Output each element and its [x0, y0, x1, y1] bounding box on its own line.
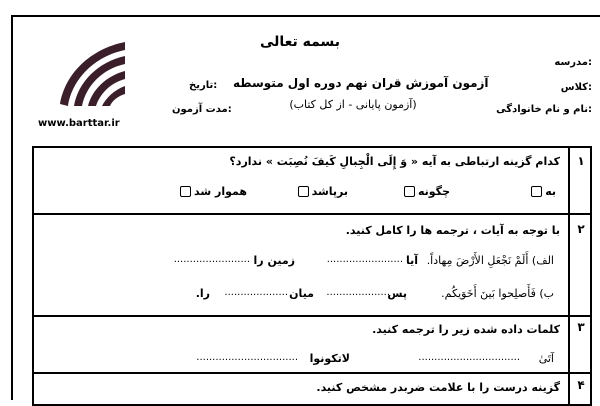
- verse-arabic: ب) فَأَصلِحوا بَينَ أَخَوَيكُم.: [441, 287, 554, 300]
- vocab-word: لاتکونوا: [309, 352, 350, 365]
- row-divider: [34, 213, 590, 215]
- vocab-word: آتَیٰ: [538, 352, 554, 365]
- question-number: ۱: [577, 154, 585, 168]
- question-text: با توجه به آیات ، ترجمه ها را کامل کنید.: [345, 224, 560, 237]
- checkbox[interactable]: [180, 186, 191, 197]
- option-2[interactable]: چگونه: [404, 185, 450, 198]
- blank-line[interactable]: ........................: [326, 254, 403, 265]
- question-number: ۲: [577, 222, 585, 236]
- class-label: کلاس:: [560, 82, 592, 93]
- exam-subtitle: (آزمون پایانی - از کل کتاب): [289, 98, 417, 111]
- translation-word: پس: [387, 287, 407, 300]
- bismillah-heading: بسمه تعالی: [259, 34, 341, 50]
- question-number: ۳: [577, 320, 585, 334]
- number-column-divider: [568, 148, 570, 404]
- row-divider: [34, 315, 590, 317]
- row-divider: [34, 372, 590, 374]
- student-name-label: نام و نام خانوادگی:: [496, 104, 592, 115]
- school-label: مدرسه:: [554, 57, 592, 68]
- verse-arabic: الف) أَلَمْ نَجْعَلِ الأَرْضَ مِهاداً.: [426, 254, 554, 267]
- blank-line[interactable]: ................................: [418, 352, 520, 363]
- option-3[interactable]: برپاشد: [298, 185, 348, 198]
- date-label: تاریخ:: [189, 80, 218, 91]
- blank-line[interactable]: ........................: [173, 254, 250, 265]
- translation-word: آیا: [405, 254, 418, 267]
- translation-word: میان: [289, 287, 314, 300]
- blank-line[interactable]: ....................: [224, 287, 288, 298]
- question-number: ۴: [577, 378, 585, 392]
- option-1[interactable]: به: [531, 185, 556, 198]
- question-text: گزینه درست را با علامت ضربدر مشخص کنید.: [316, 381, 560, 394]
- checkbox[interactable]: [404, 186, 415, 197]
- option-4[interactable]: هموار شد: [180, 185, 247, 198]
- exam-title: آزمون آموزش قران نهم دوره اول متوسطه: [233, 76, 489, 90]
- checkbox[interactable]: [298, 186, 309, 197]
- translation-word: زمین را: [253, 254, 295, 267]
- website-url: www.barttar.ir: [38, 118, 120, 129]
- checkbox[interactable]: [531, 186, 542, 197]
- duration-label: مدت آزمون:: [172, 104, 232, 115]
- blank-line[interactable]: ....................: [326, 287, 390, 298]
- question-text: کلمات داده شده زیر را ترجمه کنید.: [372, 323, 560, 336]
- translation-word: را.: [195, 287, 210, 300]
- question-text: کدام گزینه ارتباطی به آیه « وَ إِلَى الْجِبالِ كَيفَ نُصِبَت » ندارد؟: [229, 155, 560, 168]
- blank-line[interactable]: ................................: [196, 352, 298, 363]
- question-table: [32, 146, 592, 406]
